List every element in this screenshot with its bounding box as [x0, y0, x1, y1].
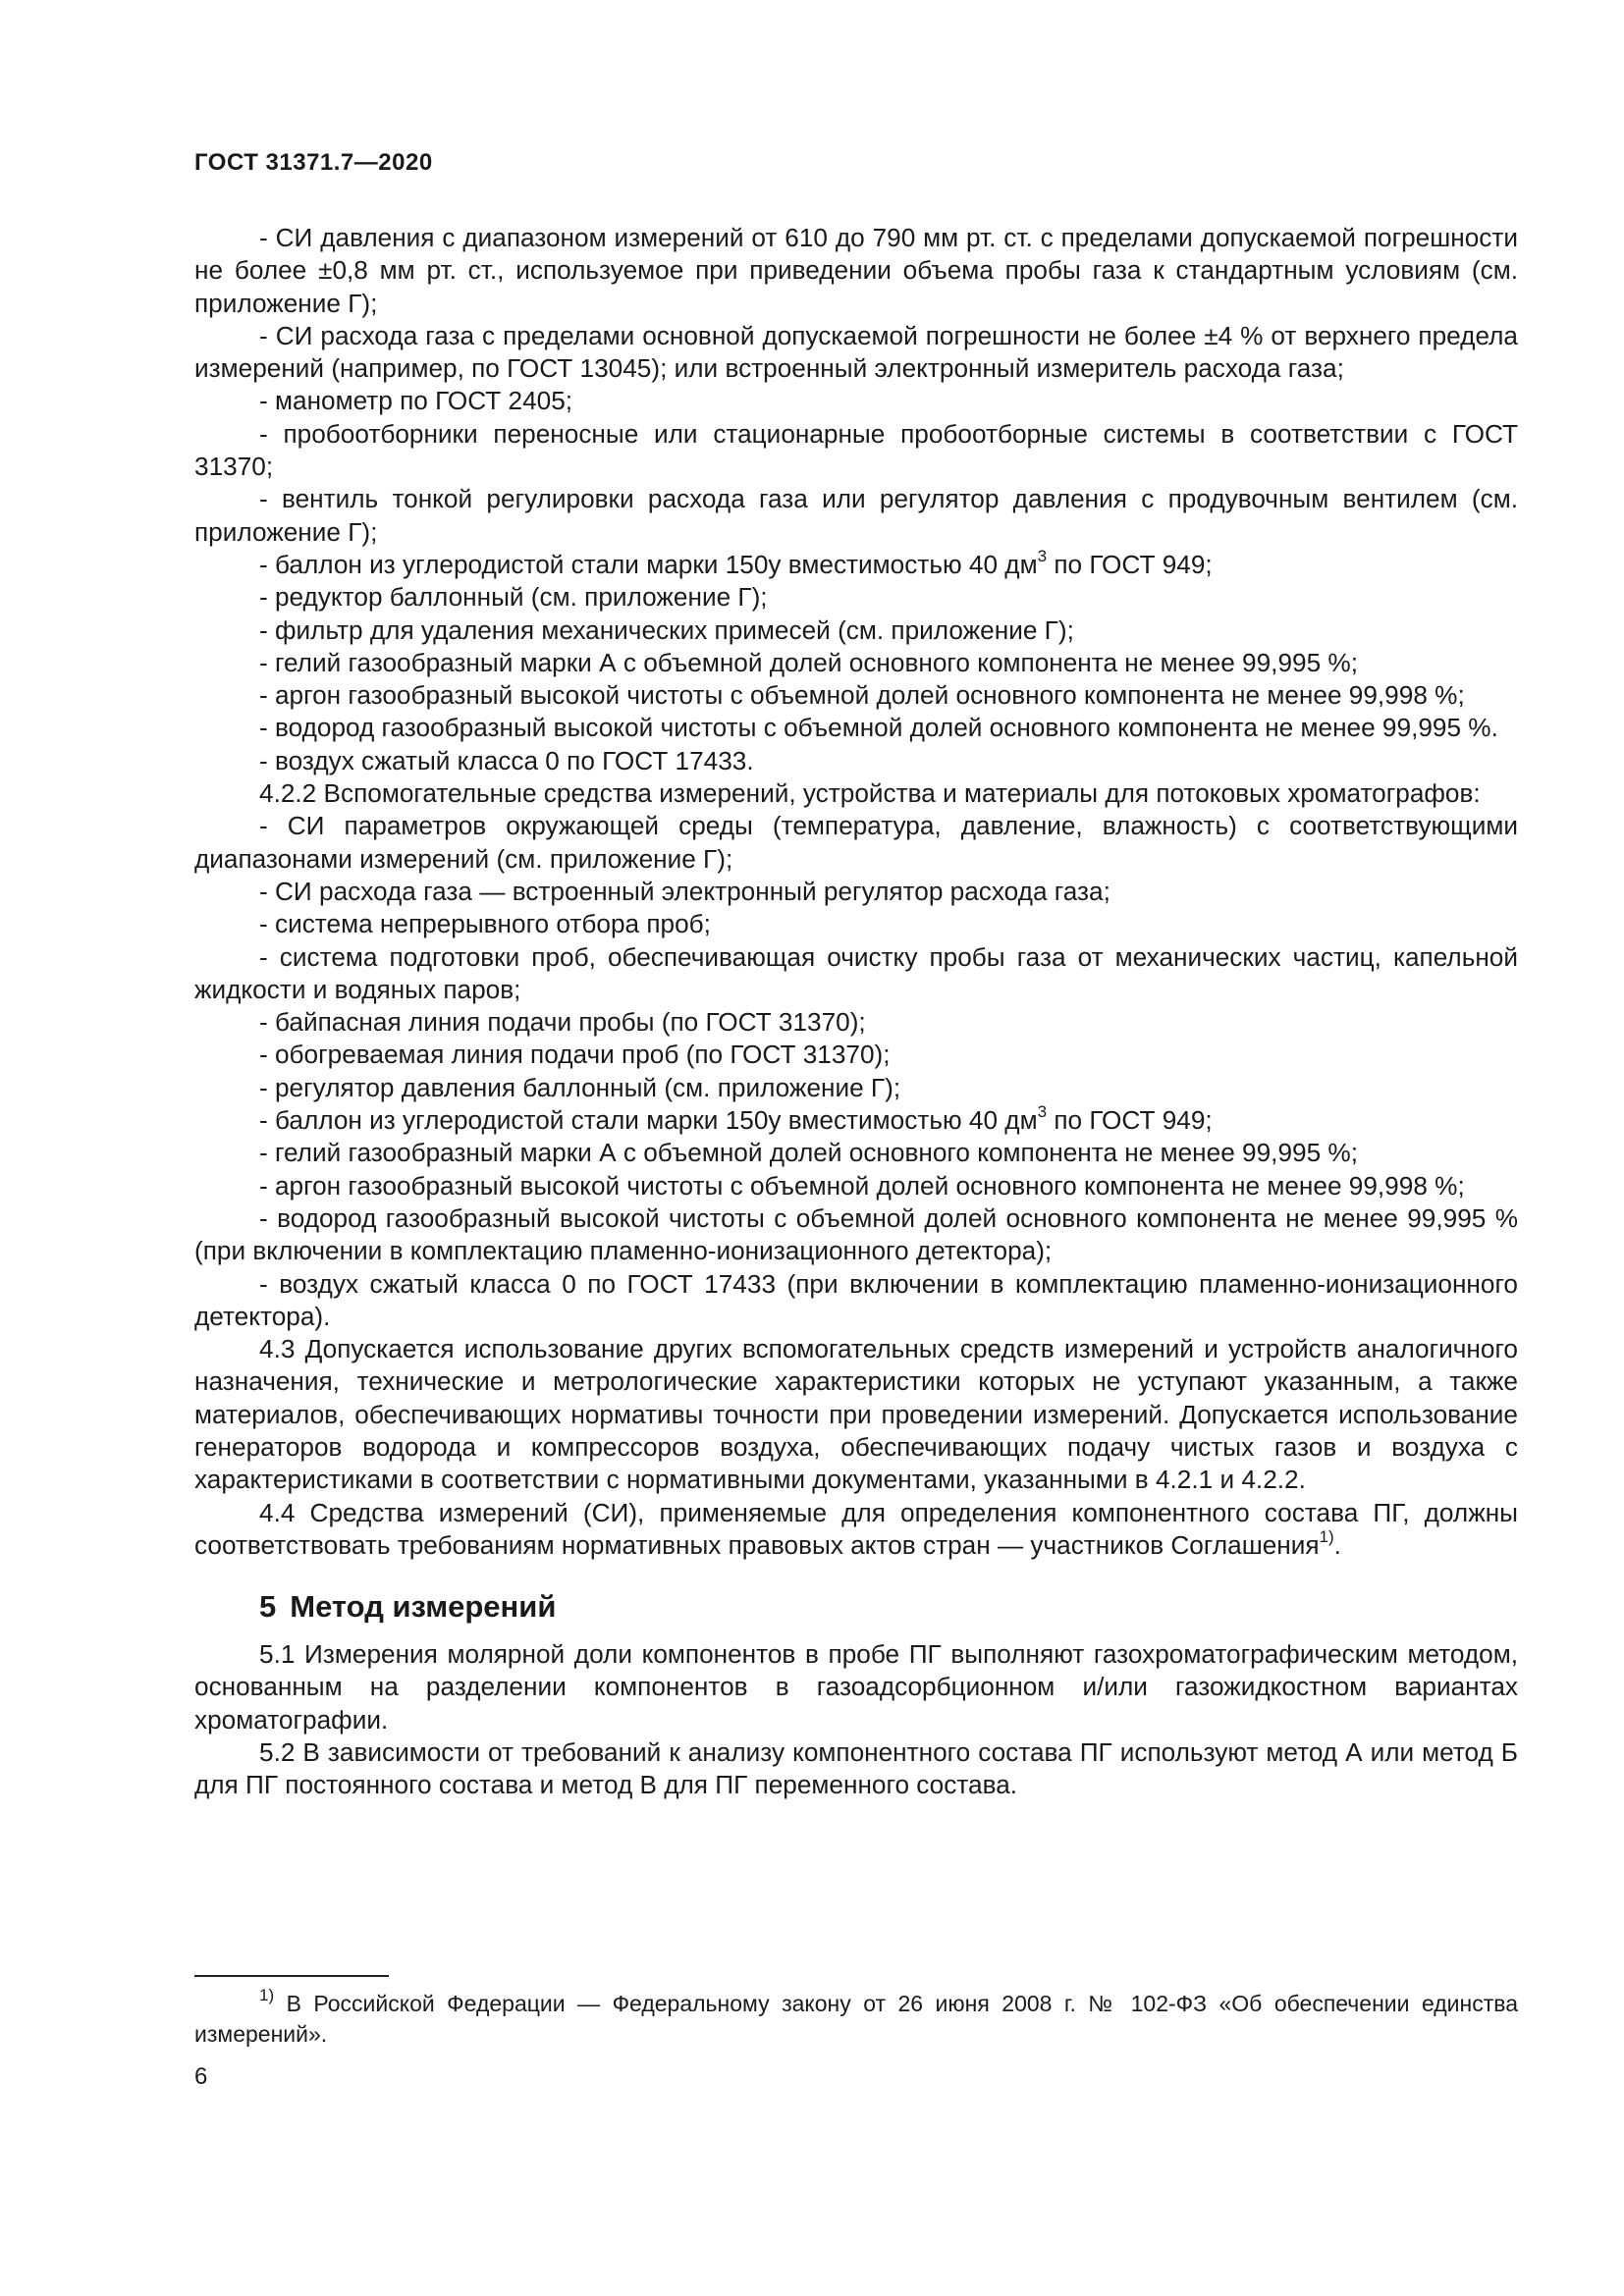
clause-4-4 [194, 1497, 1518, 1563]
list-item: - пробоотборники переносные или стационарные пробоотборные системы в соответствии с ГОСТ 31370; [194, 418, 1518, 482]
list-item-cylinder [194, 549, 1518, 581]
clause-4-2-2: 4.2.2 Вспомогательные средства измерений, устройства и материалы для потоковых хроматографов: [259, 778, 1481, 809]
list-item: - байпасная линия подачи пробы (по ГОСТ 31370); [259, 1007, 866, 1038]
clause-5-2: 5.2 В зависимости от требований к анализу компонентного состава ПГ используют метод А или метод Б для ПГ постоянного состава и метод В для ПГ переменного состава. [194, 1737, 1518, 1800]
list-item: - водород газообразный высокой чистоты с объемной долей основного компонента не менее 99,995 % (при включении в комплектацию пламенно-ионизационного детектора); [194, 1202, 1518, 1266]
section-heading [194, 1587, 1518, 1627]
list-item: - воздух сжатый класса 0 по ГОСТ 17433. [259, 745, 754, 775]
page-number: 6 [194, 2063, 208, 2090]
text-run: 4.4 Средства измерений (СИ), применяемые для определения компонентного состава ПГ, должны соответствовать требованиям нормативных правовых актов стран — участников Соглашения [194, 1497, 1518, 1560]
list-item: - система подготовки проб, обеспечивающая очистку пробы газа от механических частиц, капельной жидкости и водяных паров; [194, 941, 1518, 1004]
footnote-text: В Российской Федерации — Федеральному закону от 26 июня 2008 г. № 102-ФЗ «Об обеспечении единства измерений». [194, 1991, 1518, 2047]
list-item: - СИ давления с диапазоном измерений от 610 до 790 мм рт. ст. с пределами допускаемой погрешности не более ±0,8 мм рт. ст., используемое при приведении объема пробы газа к стандартным условиям (см. приложение Г); [194, 223, 1518, 318]
footnote-divider [194, 1975, 389, 1977]
section-number: 5 [259, 1589, 277, 1625]
list-item: - СИ параметров окружающей среды (температура, давление, влажность) с соответствующими диапазонами измерений (см. приложение Г); [194, 811, 1518, 874]
superscript: 3 [1037, 547, 1048, 566]
list-item: - водород газообразный высокой чистоты с объемной долей основного компонента не менее 99,995 %. [259, 713, 1498, 743]
document-header: ГОСТ 31371.7—2020 [194, 149, 433, 176]
list-item: - воздух сжатый класса 0 по ГОСТ 17433 (при включении в комплектацию пламенно-ионизационного детектора). [194, 1268, 1518, 1331]
text-run: по ГОСТ 949; [1047, 549, 1213, 579]
text-run: - баллон из углеродистой стали марки 150у вместимостью 40 дм [259, 1105, 1038, 1136]
text-run: . [1333, 1529, 1341, 1560]
list-item: - гелий газообразный марки А с объемной долей основного компонента не менее 99,995 %; [259, 1138, 1358, 1168]
text-run: по ГОСТ 949; [1047, 1105, 1213, 1136]
list-item: - манометр по ГОСТ 2405; [259, 386, 573, 416]
document-body [194, 222, 1518, 1802]
section-title: Метод измерений [290, 1589, 557, 1625]
superscript: 3 [1037, 1102, 1048, 1122]
clause-5-1: 5.1 Измерения молярной доли компонентов в пробе ПГ выполняют газохроматографическим методом, основанным на разделении компонентов в газоадсорбционном и/или газожидкостном вариантах хроматографии. [194, 1639, 1518, 1735]
list-item: - СИ расхода газа — встроенный электронный регулятор расхода газа; [259, 876, 1110, 906]
text-run: - баллон из углеродистой стали марки 150у вместимостью 40 дм [259, 549, 1038, 579]
list-item-cylinder [194, 1104, 1518, 1137]
list-item: - редуктор баллонный (см. приложение Г); [259, 582, 768, 613]
footnote-ref: 1) [1319, 1527, 1334, 1547]
list-item: - система непрерывного отбора проб; [259, 909, 711, 939]
list-item: - аргон газообразный высокой чистоты с объемной долей основного компонента не менее 99,998 %; [259, 680, 1465, 711]
list-item: - СИ расхода газа с пределами основной допускаемой погрешности не более ±4 % от верхнего предела измерений (например, по ГОСТ 13045); или встроенный электронный измеритель расхода газа; [194, 320, 1518, 384]
list-item: - обогреваемая линия подачи проб (по ГОСТ 31370); [259, 1040, 891, 1070]
clause-4-3: 4.3 Допускается использование других вспомогательных средств измерений и устройств аналогичного назначения, технические и метрологические характеристики которых не уступают указанным, а также материалов, обеспечивающих нормативы точности при проведении измерений. Допускается использование генераторов водорода и компрессоров воздуха, обеспечивающих подачу чистых газов и воздуха с характеристиками в соответствии с нормативными документами, указанными в 4.2.1 и 4.2.2. [194, 1334, 1518, 1495]
list-item: - вентиль тонкой регулировки расхода газа или регулятор давления с продувочным вентилем (см. приложение Г); [194, 484, 1518, 547]
list-item: - регулятор давления баллонный (см. приложение Г); [259, 1072, 901, 1102]
list-item: - гелий газообразный марки А с объемной долей основного компонента не менее 99,995 %; [259, 647, 1358, 677]
footnote-marker: 1) [259, 1986, 275, 2005]
footnote [194, 1986, 1518, 2050]
list-item: - фильтр для удаления механических примесей (см. приложение Г); [259, 614, 1074, 645]
list-item: - аргон газообразный высокой чистоты с объемной долей основного компонента не менее 99,998 %; [259, 1170, 1465, 1201]
